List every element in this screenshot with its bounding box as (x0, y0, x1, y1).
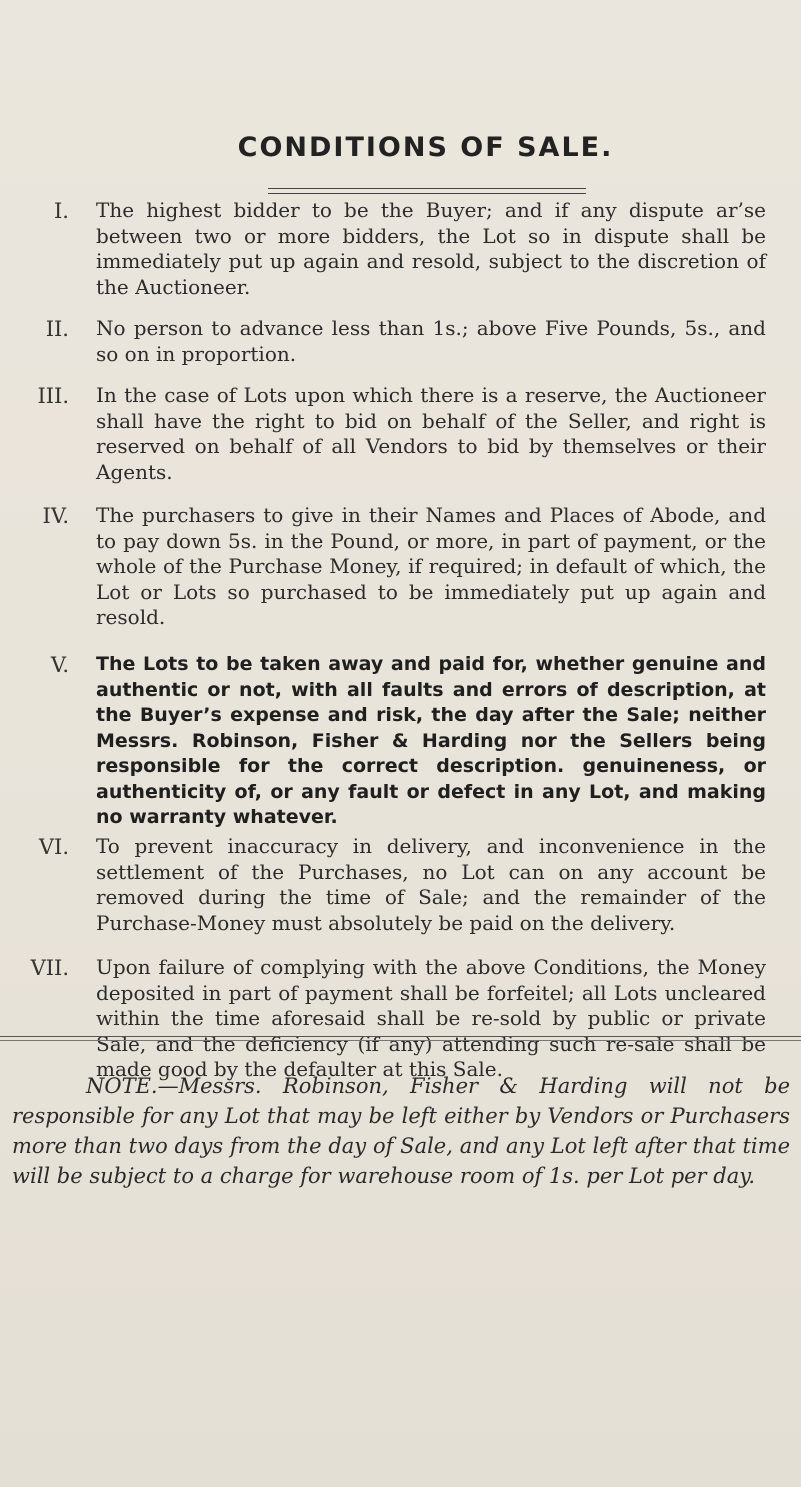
condition-text: Upon failure of complying with the above Conditions, the Money deposited in part of payment shall be forfeitel; all Lots uncleared within the time aforesaid shall be re-sold by public or private Sale, and the deficiency (if any) attending such re-sale shall be made good by the defaulter at this Sale. (96, 955, 766, 1081)
condition-text: The Lots to be taken away and paid for, whether genuine and authentic or not, with all faults and errors of description, at the Buyer’s expense and risk, the day after the Sale; neither Messrs. Robinson, Fisher & Harding nor the Sellers being responsible for the correct description. genuineness, or authenticity of, or any fault or defect in any Lot, and making no warranty whatever. (96, 653, 766, 828)
condition-numeral: II. (45, 317, 69, 341)
condition-text: No person to advance less than 1s.; above Five Pounds, 5s., and so on in proportion. (96, 316, 766, 366)
condition-text: In the case of Lots upon which there is a reserve, the Auctioneer shall have the right to bid on behalf of the Seller, and right is reserved on behalf of all Vendors to bid by themselves or their Agents. (96, 383, 766, 484)
condition-text: To prevent inaccuracy in delivery, and inconvenience in the settlement of the Purchases, no Lot can on any account be removed during the time of Sale; and the remainder of the Purchase-Money must absolutely be paid on the delivery. (96, 834, 766, 935)
section-rule (0, 1036, 801, 1041)
condition-numeral: V. (50, 653, 69, 677)
footnote: NOTE.—Messrs. Robinson, Fisher & Harding will not be responsible for any Lot that may be left either by Vendors or Purchasers more than two days from the day of Sale, and any Lot left after that time will be subject to a charge for warehouse room of 1s. per Lot per day. (12, 1074, 790, 1188)
condition-numeral: VII. (30, 956, 69, 980)
condition-text: The purchasers to give in their Names and Places of Abode, and to pay down 5s. in the Pound, or more, in part of payment, or the whole of the Purchase Money, if required; in default of which, the Lot or Lots so purchased to be immediately put up again and resold. (96, 503, 766, 629)
condition-numeral: VI. (38, 835, 69, 859)
title-double-rule (268, 188, 586, 194)
condition-numeral: I. (54, 199, 69, 223)
page-title: CONDITIONS OF SALE. (237, 132, 614, 163)
condition-text: The highest bidder to be the Buyer; and if any dispute ar’se between two or more bidders, the Lot so in dispute shall be immediately put up again and resold, subject to the discretion of the Auctioneer. (96, 198, 766, 299)
condition-numeral: III. (37, 384, 69, 408)
condition-numeral: IV. (42, 504, 69, 528)
